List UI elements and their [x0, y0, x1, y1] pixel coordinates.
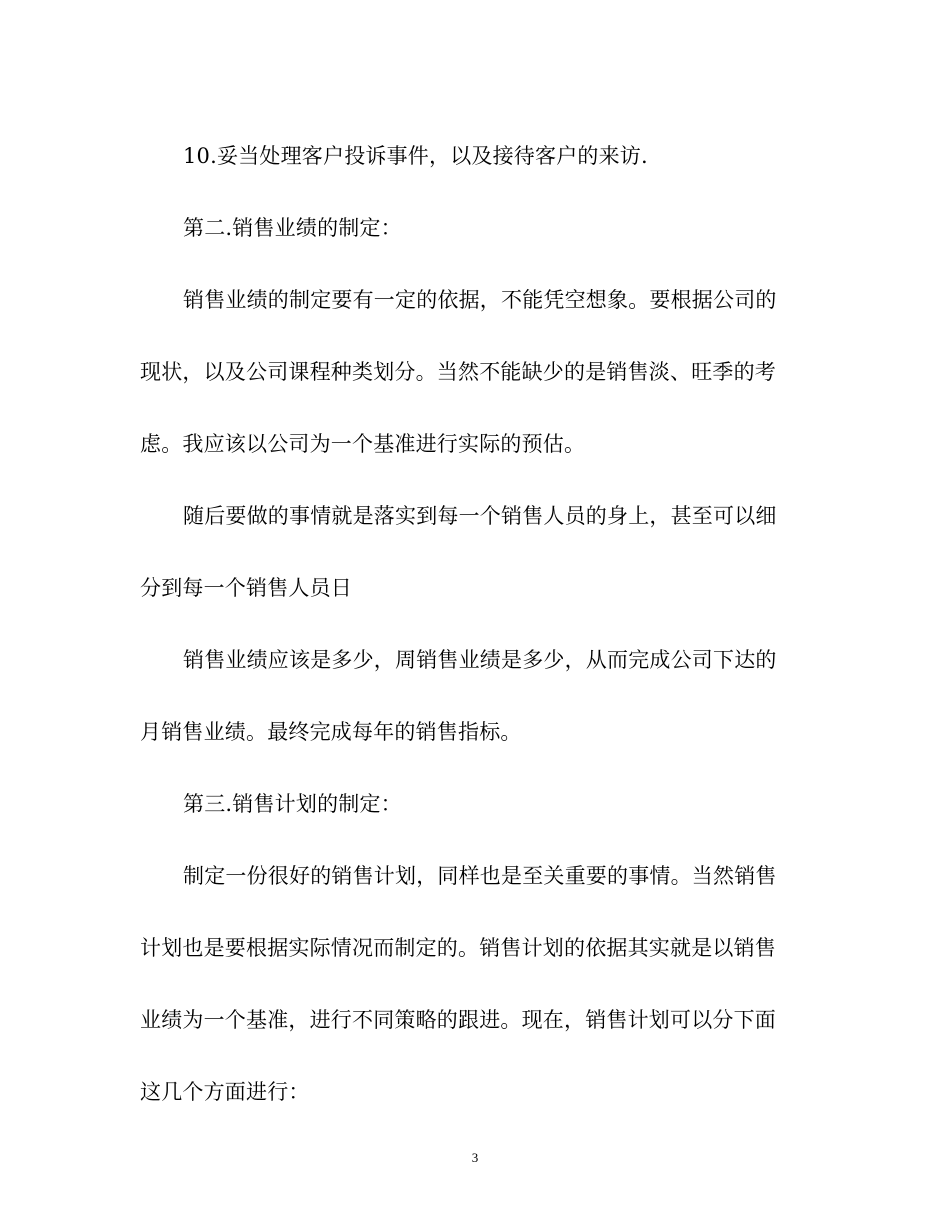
text-line: 第二.销售业绩的制定： — [183, 216, 402, 240]
document-body — [140, 120, 800, 1128]
text-line: 销售业绩应该是多少，周销售业绩是多少，从而完成公司下达的 — [183, 648, 777, 672]
text-line: 虑。我应该以公司为一个基准进行实际的预估。 — [140, 432, 586, 456]
text-line: 计划也是要根据实际情况而制定的。销售计划的依据其实就是以销售 — [140, 936, 776, 960]
text-line: 分到每一个销售人员日 — [140, 576, 352, 600]
section-heading-second — [140, 192, 800, 264]
text-line: 10.妥当处理客户投诉事件，以及接待客户的来访. — [183, 144, 648, 168]
text-line: 制定一份很好的销售计划，同样也是至关重要的事情。当然销售 — [183, 864, 777, 888]
text-line: 随后要做的事情就是落实到每一个销售人员的身上，甚至可以细 — [183, 504, 777, 528]
paragraph-item-10 — [140, 120, 800, 192]
text-line: 现状，以及公司课程种类划分。当然不能缺少的是销售淡、旺季的考 — [140, 360, 776, 384]
page-number: 3 — [471, 1150, 479, 1165]
paragraph-sales-performance — [140, 264, 800, 480]
paragraph-weekly-targets — [140, 624, 800, 768]
text-line: 销售业绩的制定要有一定的依据，不能凭空想象。要根据公司的 — [183, 288, 777, 312]
text-line: 这几个方面进行： — [140, 1080, 310, 1104]
section-heading-third — [140, 768, 800, 840]
text-line: 第三.销售计划的制定： — [183, 792, 402, 816]
text-line: 业绩为一个基准，进行不同策略的跟进。现在，销售计划可以分下面 — [140, 1008, 776, 1032]
text-line: 月销售业绩。最终完成每年的销售指标。 — [140, 720, 522, 744]
paragraph-assign-staff — [140, 480, 800, 624]
paragraph-sales-plan — [140, 840, 800, 1128]
